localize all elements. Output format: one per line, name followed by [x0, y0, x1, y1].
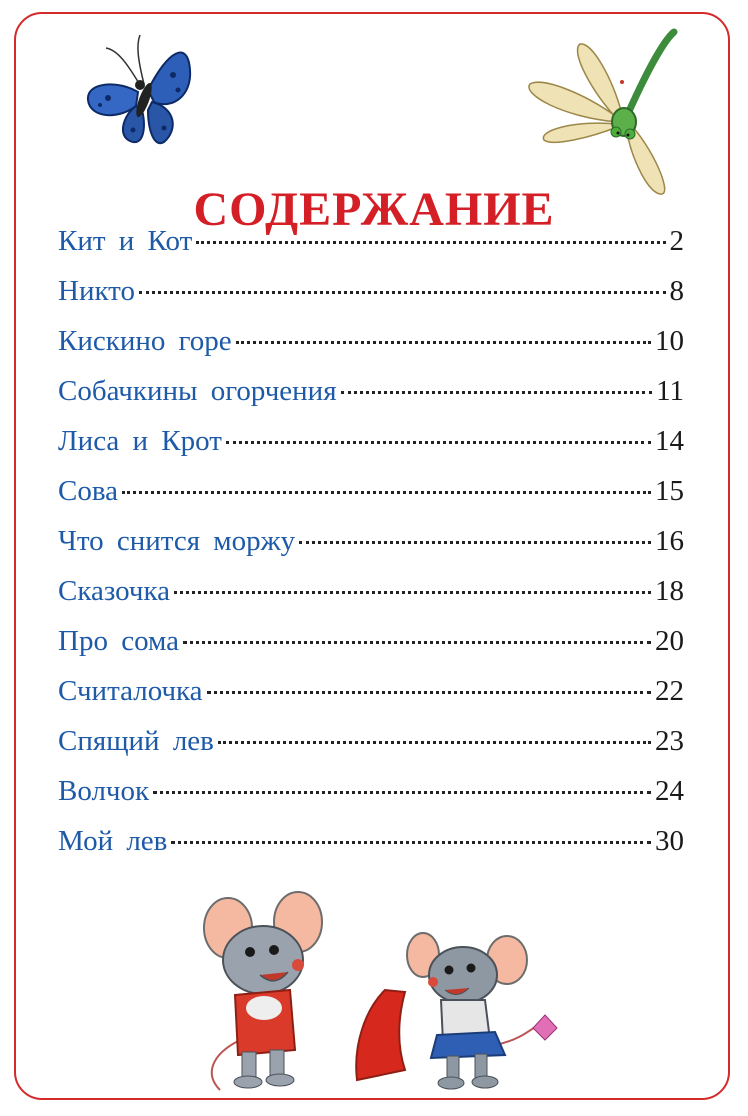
toc-entry — [58, 525, 684, 575]
toc-leader-dots — [218, 741, 651, 744]
mouse-girl-illustration — [345, 930, 570, 1095]
toc-entry — [58, 775, 684, 825]
toc-entry — [58, 325, 684, 375]
toc-leader-dots — [183, 641, 651, 644]
toc-entry-page: 23 — [655, 725, 684, 757]
toc-leader-dots — [226, 441, 651, 444]
toc-entry-title: Мой лев — [58, 825, 168, 857]
toc-entry-page: 16 — [655, 525, 684, 557]
dragonfly-illustration — [522, 22, 722, 197]
toc-entry-page: 11 — [656, 375, 684, 407]
toc-entry — [58, 275, 684, 325]
toc-entry-page: 14 — [655, 425, 684, 457]
toc-entry-page: 24 — [655, 775, 684, 807]
toc-entry — [58, 375, 684, 425]
toc-leader-dots — [207, 691, 651, 694]
toc-entry-page: 22 — [655, 675, 684, 707]
butterfly-illustration — [78, 30, 198, 155]
toc-leader-dots — [153, 791, 651, 794]
toc-entry — [58, 425, 684, 475]
toc-entry — [58, 475, 684, 525]
toc-entry-title: Сова — [58, 475, 119, 507]
toc-entry — [58, 225, 684, 275]
page-title: СОДЕРЖАНИЕ — [193, 183, 555, 237]
toc-leader-dots — [171, 841, 651, 844]
toc-entry-title: Кит и Кот — [58, 225, 193, 257]
toc-entry-page: 20 — [655, 625, 684, 657]
toc-entry-title: Что снится моржу — [58, 525, 296, 557]
toc-entry-title: Про сома — [58, 625, 180, 657]
toc-entry-page: 10 — [655, 325, 684, 357]
toc-entry-title: Спящий лев — [58, 725, 214, 757]
toc-leader-dots — [139, 291, 666, 294]
toc-entry-page: 30 — [655, 825, 684, 857]
toc-leader-dots — [196, 241, 665, 244]
toc-entry-page: 18 — [655, 575, 684, 607]
toc-entry-title: Никто — [58, 275, 135, 307]
toc-entry — [58, 625, 684, 675]
toc-entry-title: Волчок — [58, 775, 150, 807]
toc-entry-title: Собачкины огорчения — [58, 375, 337, 407]
mouse-boy-illustration — [200, 890, 335, 1095]
toc-entry — [58, 825, 684, 875]
toc-entry-title: Считалочка — [58, 675, 203, 707]
toc-leader-dots — [174, 591, 651, 594]
toc-leader-dots — [341, 391, 653, 394]
toc-leader-dots — [299, 541, 651, 544]
toc-entry-page: 15 — [655, 475, 684, 507]
toc-entry — [58, 725, 684, 775]
toc-entry — [58, 675, 684, 725]
toc-entry-title: Кискино горе — [58, 325, 232, 357]
toc-leader-dots — [236, 341, 651, 344]
toc-entry — [58, 575, 684, 625]
toc-entry-page: 2 — [669, 225, 684, 257]
toc-entry-title: Лиса и Крот — [58, 425, 222, 457]
table-of-contents — [58, 225, 684, 875]
toc-leader-dots — [122, 491, 651, 494]
toc-entry-page: 8 — [669, 275, 684, 307]
toc-entry-title: Сказочка — [58, 575, 171, 607]
